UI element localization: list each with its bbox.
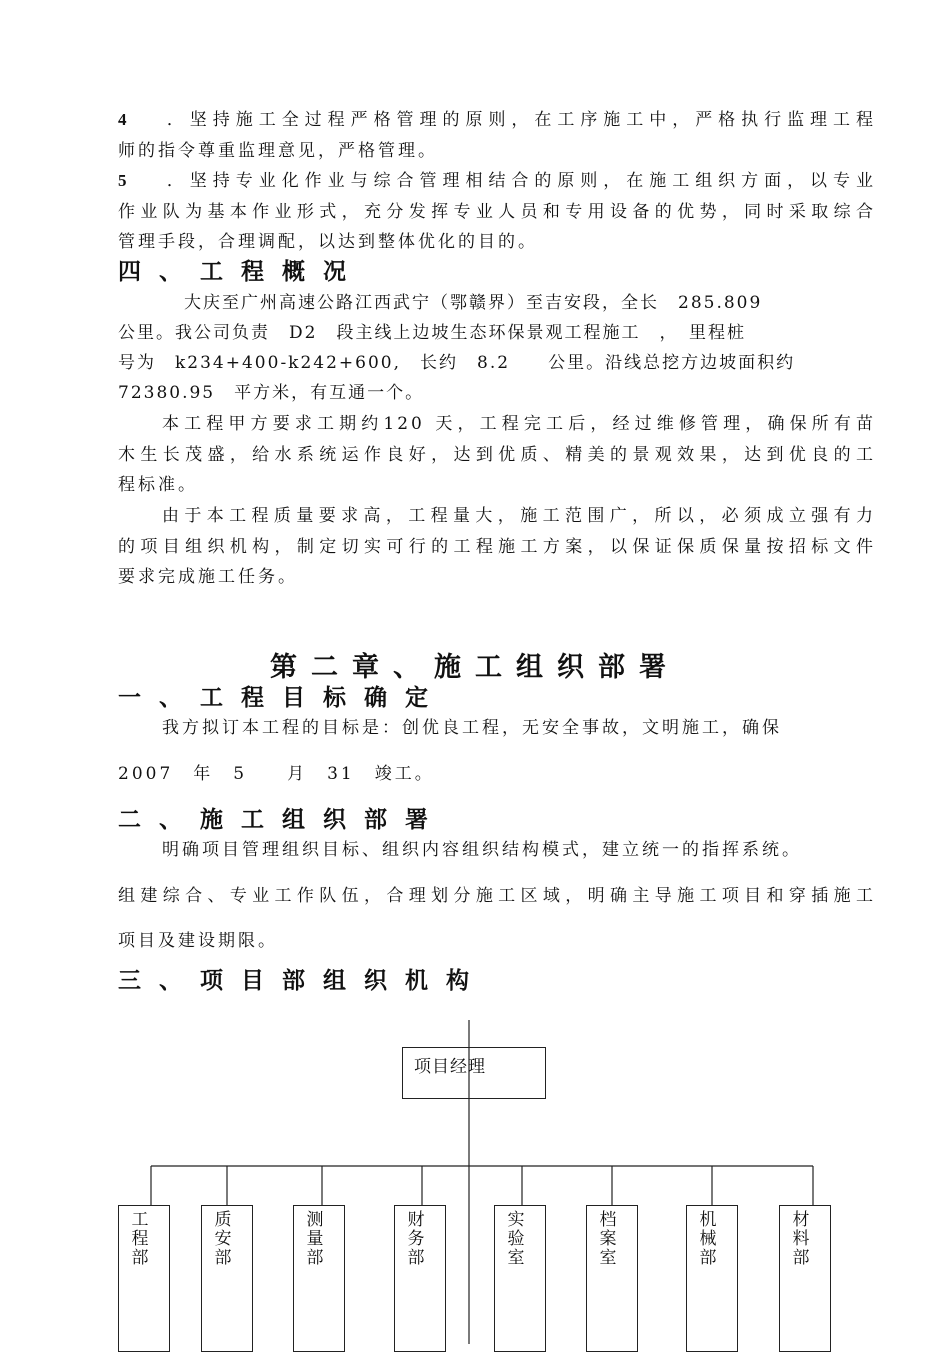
paragraph-line: 项目及建设期限。 — [118, 931, 278, 951]
paragraph-line: 木生长茂盛，给水系统运作良好，达到优质、精美的景观效果，达到优良的工 — [118, 445, 876, 465]
paragraph-line: 公里。我公司负责 D2 段主线上边坡生态环保景观工程施工 ， 里程桩 — [118, 323, 746, 343]
section-heading-1: 一、工程目标确定 — [118, 685, 446, 711]
dept-label-survey: 测量部 — [306, 1210, 324, 1268]
section-heading-2: 二、施工组织部署 — [118, 807, 446, 833]
chapter-title: 第二章、施工组织部署 — [270, 652, 680, 683]
paragraph-line: 大庆至广州高速公路江西武宁（鄂赣界）至吉安段，全长 285.809 — [184, 293, 763, 313]
principle-number: 4 — [118, 110, 130, 129]
paragraph-line: 由于本工程质量要求高，工程量大，施工范围广，所以，必须成立强有力 — [162, 506, 876, 526]
dept-label-materials: 材料部 — [792, 1210, 810, 1268]
paragraph-line: 72380.95 平方米，有互通一个。 — [118, 383, 425, 403]
section-heading-3: 三、项目部组织机构 — [118, 968, 487, 994]
dept-label-archives: 档案室 — [599, 1210, 617, 1268]
paragraph-line: 本工程甲方要求工期约120 天，工程完工后，经过维修管理，确保所有苗 — [162, 414, 876, 434]
dept-label-quality-safety: 质安部 — [214, 1210, 232, 1268]
dept-label-finance: 财务部 — [407, 1210, 425, 1268]
paragraph-line: 号为 k234+400-k242+600, 长约 8.2 公里。沿线总挖方边坡面积约 — [118, 353, 796, 373]
principle-line: 作业队为基本作业形式，充分发挥专业人员和专用设备的优势，同时采取综合 — [118, 202, 876, 222]
manager-label: 项目经理 — [414, 1057, 486, 1077]
principle-line: ．坚持施工全过程严格管理的原则，在工序施工中，严格执行监理工程 — [166, 110, 877, 130]
principle-line: ．坚持专业化作业与综合管理相结合的原则，在施工组织方面，以专业 — [166, 171, 877, 191]
paragraph-line: 要求完成施工任务。 — [118, 567, 298, 587]
paragraph-line: 组建综合、专业工作队伍，合理划分施工区域，明确主导施工项目和穿插施工 — [118, 886, 876, 906]
principle-line: 管理手段，合理调配，以达到整体优化的目的。 — [118, 232, 538, 252]
paragraph-line: 程标准。 — [118, 475, 198, 495]
principle-number: 5 — [118, 171, 130, 190]
paragraph-line: 2007 年 5 月 31 竣工。 — [118, 764, 435, 784]
dept-label-laboratory: 实验室 — [507, 1210, 525, 1268]
paragraph-line: 明确项目管理组织目标、组织内容组织结构模式，建立统一的指挥系统。 — [162, 840, 802, 860]
dept-label-machinery: 机械部 — [699, 1210, 717, 1268]
paragraph-line: 的项目组织机构，制定切实可行的工程施工方案，以保证保质保量按招标文件 — [118, 537, 876, 557]
paragraph-line: 我方拟订本工程的目标是：创优良工程，无安全事故，文明施工，确保 — [162, 718, 782, 738]
principle-line: 师的指令尊重监理意见，严格管理。 — [118, 141, 438, 161]
section-heading-4: 四、工程概况 — [118, 259, 364, 285]
dept-label-engineering: 工程部 — [131, 1210, 149, 1268]
